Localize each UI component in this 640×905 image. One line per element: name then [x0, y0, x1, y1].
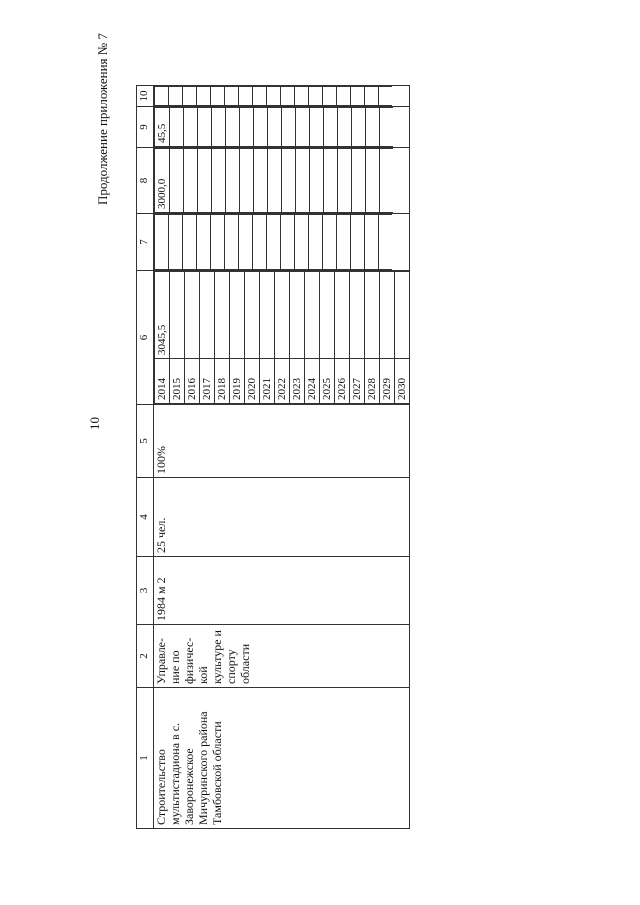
year-row [198, 149, 212, 213]
year-row [323, 87, 337, 106]
year-row [226, 149, 240, 213]
year-value [275, 272, 290, 359]
year-row [170, 108, 184, 147]
year-value [282, 108, 296, 147]
responsible-cell: Управле-ние по физичес-кой культуре и спорту области [154, 625, 410, 688]
year-row [335, 272, 350, 404]
header-col-2: 2 [137, 625, 154, 688]
readiness-cell: 100% [154, 405, 410, 478]
year-row [295, 215, 309, 270]
year-row [366, 108, 380, 147]
year-row [267, 215, 281, 270]
year-row [155, 215, 169, 270]
header-col-3: 3 [137, 557, 154, 625]
year-label: 2017 [200, 359, 215, 404]
year-value [338, 108, 352, 147]
year-value [365, 272, 380, 359]
year-value [395, 272, 410, 359]
year-value [352, 108, 366, 147]
year-value [226, 149, 240, 213]
year-row [155, 149, 170, 213]
year-row [352, 108, 366, 147]
year-value [305, 272, 320, 359]
year-value: 3000,0 [155, 149, 170, 213]
year-row [155, 272, 170, 404]
year-row [282, 108, 296, 147]
col7-cell [154, 214, 410, 271]
year-row [267, 87, 281, 106]
year-row [350, 272, 365, 404]
year-row [197, 215, 211, 270]
year-label: 2028 [365, 359, 380, 404]
col8-cell [154, 148, 410, 214]
year-row [337, 87, 351, 106]
year-row [351, 87, 365, 106]
year-row [365, 272, 380, 404]
year-value [352, 149, 366, 213]
col7-subtable [154, 214, 392, 270]
year-row [155, 87, 169, 106]
year-value [198, 108, 212, 147]
year-value [350, 272, 365, 359]
year-row [268, 149, 282, 213]
year-value [184, 108, 198, 147]
year-row [240, 149, 254, 213]
year-value [351, 215, 365, 270]
year-row [338, 108, 352, 147]
area-cell: 1984 м 2 [154, 557, 410, 625]
year-row [365, 215, 379, 270]
year-row [200, 272, 215, 404]
year-row [169, 87, 183, 106]
year-value [323, 215, 337, 270]
year-value [240, 149, 254, 213]
year-row [260, 272, 275, 404]
year-value [267, 215, 281, 270]
year-value [253, 87, 267, 106]
year-row [197, 87, 211, 106]
col9-cell [154, 107, 410, 148]
year-value [245, 272, 260, 359]
year-value [211, 87, 225, 106]
year-row [365, 87, 379, 106]
year-value [184, 149, 198, 213]
year-value [169, 87, 183, 106]
header-col-10: 10 [137, 86, 154, 107]
year-row [338, 149, 352, 213]
year-row [170, 149, 184, 213]
year-value [337, 215, 351, 270]
year-value [239, 215, 253, 270]
year-row [253, 215, 267, 270]
year-value [337, 87, 351, 106]
header-col-9: 9 [137, 107, 154, 148]
year-row [239, 87, 253, 106]
year-label: 2016 [185, 359, 200, 404]
year-row [169, 215, 183, 270]
year-label: 2024 [305, 359, 320, 404]
header-col-8: 8 [137, 148, 154, 214]
year-label: 2026 [335, 359, 350, 404]
year-value [323, 87, 337, 106]
year-value [197, 87, 211, 106]
table-row [154, 86, 410, 829]
year-row [239, 215, 253, 270]
year-label: 2023 [290, 359, 305, 404]
year-value [260, 272, 275, 359]
continuation-label: Продолжение приложения № 7 [95, 33, 110, 205]
year-row [240, 108, 254, 147]
year-label: 2030 [395, 359, 410, 404]
year-row [309, 87, 323, 106]
year-row [225, 87, 239, 106]
year-row [226, 108, 240, 147]
year-row [245, 272, 260, 404]
year-value [267, 87, 281, 106]
year-value [290, 272, 305, 359]
year-row [215, 272, 230, 404]
year-value [268, 149, 282, 213]
year-label: 2018 [215, 359, 230, 404]
year-value [380, 108, 394, 147]
year-value [230, 272, 245, 359]
year-value [169, 215, 183, 270]
year-row [281, 215, 295, 270]
year-row [380, 108, 394, 147]
year-row [296, 108, 310, 147]
year-label: 2022 [275, 359, 290, 404]
year-value [324, 149, 338, 213]
year-row [395, 272, 410, 404]
year-row [310, 108, 324, 147]
year-row [211, 87, 225, 106]
year-row [254, 149, 268, 213]
header-col-6: 6 [137, 271, 154, 405]
year-row [268, 108, 282, 147]
col8-subtable [154, 148, 393, 213]
year-row [275, 272, 290, 404]
year-label: 2020 [245, 359, 260, 404]
year-row [295, 87, 309, 106]
year-value [170, 108, 184, 147]
year-value [240, 108, 254, 147]
header-col-5: 5 [137, 405, 154, 478]
rotated-landscape-content [40, 15, 640, 875]
year-value [281, 87, 295, 106]
year-row [324, 149, 338, 213]
year-row [282, 149, 296, 213]
year-value: 45,5 [155, 108, 170, 147]
years-cell [154, 271, 410, 405]
year-value [379, 87, 393, 106]
year-row [352, 149, 366, 213]
year-value [183, 215, 197, 270]
year-label: 2029 [380, 359, 395, 404]
year-value [155, 87, 169, 106]
year-value [225, 87, 239, 106]
year-label: 2015 [170, 359, 185, 404]
year-row [155, 108, 170, 147]
year-value [309, 215, 323, 270]
year-value [380, 149, 394, 213]
year-row [320, 272, 335, 404]
col10-cell [154, 86, 410, 107]
year-value [338, 149, 352, 213]
year-row [323, 215, 337, 270]
year-row [230, 272, 245, 404]
year-value [198, 149, 212, 213]
year-row [225, 215, 239, 270]
year-value [226, 108, 240, 147]
col9-subtable [154, 107, 393, 147]
year-value [254, 108, 268, 147]
year-value [295, 87, 309, 106]
year-value [365, 215, 379, 270]
year-label: 2025 [320, 359, 335, 404]
year-value [253, 215, 267, 270]
year-row [211, 215, 225, 270]
year-value [365, 87, 379, 106]
year-value [310, 108, 324, 147]
year-row [351, 215, 365, 270]
year-value [324, 108, 338, 147]
year-value: 3045,5 [155, 272, 170, 359]
year-row [337, 215, 351, 270]
year-value [212, 108, 226, 147]
year-value [335, 272, 350, 359]
year-row [183, 87, 197, 106]
year-value [183, 87, 197, 106]
page-number: 10 [87, 417, 102, 430]
year-row [380, 149, 394, 213]
year-label: 2014 [155, 359, 170, 404]
year-value [185, 272, 200, 359]
year-value [380, 272, 395, 359]
year-row [380, 272, 395, 404]
year-value [155, 215, 169, 270]
year-value [310, 149, 324, 213]
year-row [310, 149, 324, 213]
year-row [212, 108, 226, 147]
year-row [366, 149, 380, 213]
year-row [212, 149, 226, 213]
year-label: 2021 [260, 359, 275, 404]
year-value [212, 149, 226, 213]
header-col-4: 4 [137, 478, 154, 557]
year-value [296, 108, 310, 147]
program-table [136, 85, 410, 829]
year-value [296, 149, 310, 213]
year-row [324, 108, 338, 147]
year-row [379, 87, 393, 106]
capacity-cell: 25 чел. [154, 478, 410, 557]
year-row [170, 272, 185, 404]
year-row [379, 215, 393, 270]
year-value [366, 149, 380, 213]
year-value [197, 215, 211, 270]
year-row [281, 87, 295, 106]
years-subtable [154, 271, 409, 404]
year-value [281, 215, 295, 270]
year-row [305, 272, 320, 404]
year-value [282, 149, 296, 213]
header-col-1: 1 [137, 688, 154, 829]
year-row [185, 272, 200, 404]
year-value [239, 87, 253, 106]
year-row [296, 149, 310, 213]
year-value [211, 215, 225, 270]
year-value [215, 272, 230, 359]
year-value [170, 272, 185, 359]
year-row [253, 87, 267, 106]
year-row [198, 108, 212, 147]
year-row [309, 215, 323, 270]
year-value [268, 108, 282, 147]
col10-subtable [154, 86, 392, 106]
year-row [254, 108, 268, 147]
year-value [225, 215, 239, 270]
year-value [170, 149, 184, 213]
year-value [295, 215, 309, 270]
header-col-7: 7 [137, 214, 154, 271]
year-label: 2027 [350, 359, 365, 404]
year-row [290, 272, 305, 404]
year-value [366, 108, 380, 147]
year-value [379, 215, 393, 270]
year-value [309, 87, 323, 106]
year-row [183, 215, 197, 270]
year-value [200, 272, 215, 359]
year-row [184, 149, 198, 213]
year-label: 2019 [230, 359, 245, 404]
year-value [351, 87, 365, 106]
year-row [184, 108, 198, 147]
header-row [137, 86, 154, 829]
year-value [254, 149, 268, 213]
object-name-cell: Строительство мультистадиона в с. Заворонежское Мичуринского района Тамбовской области [154, 688, 410, 829]
year-value [320, 272, 335, 359]
